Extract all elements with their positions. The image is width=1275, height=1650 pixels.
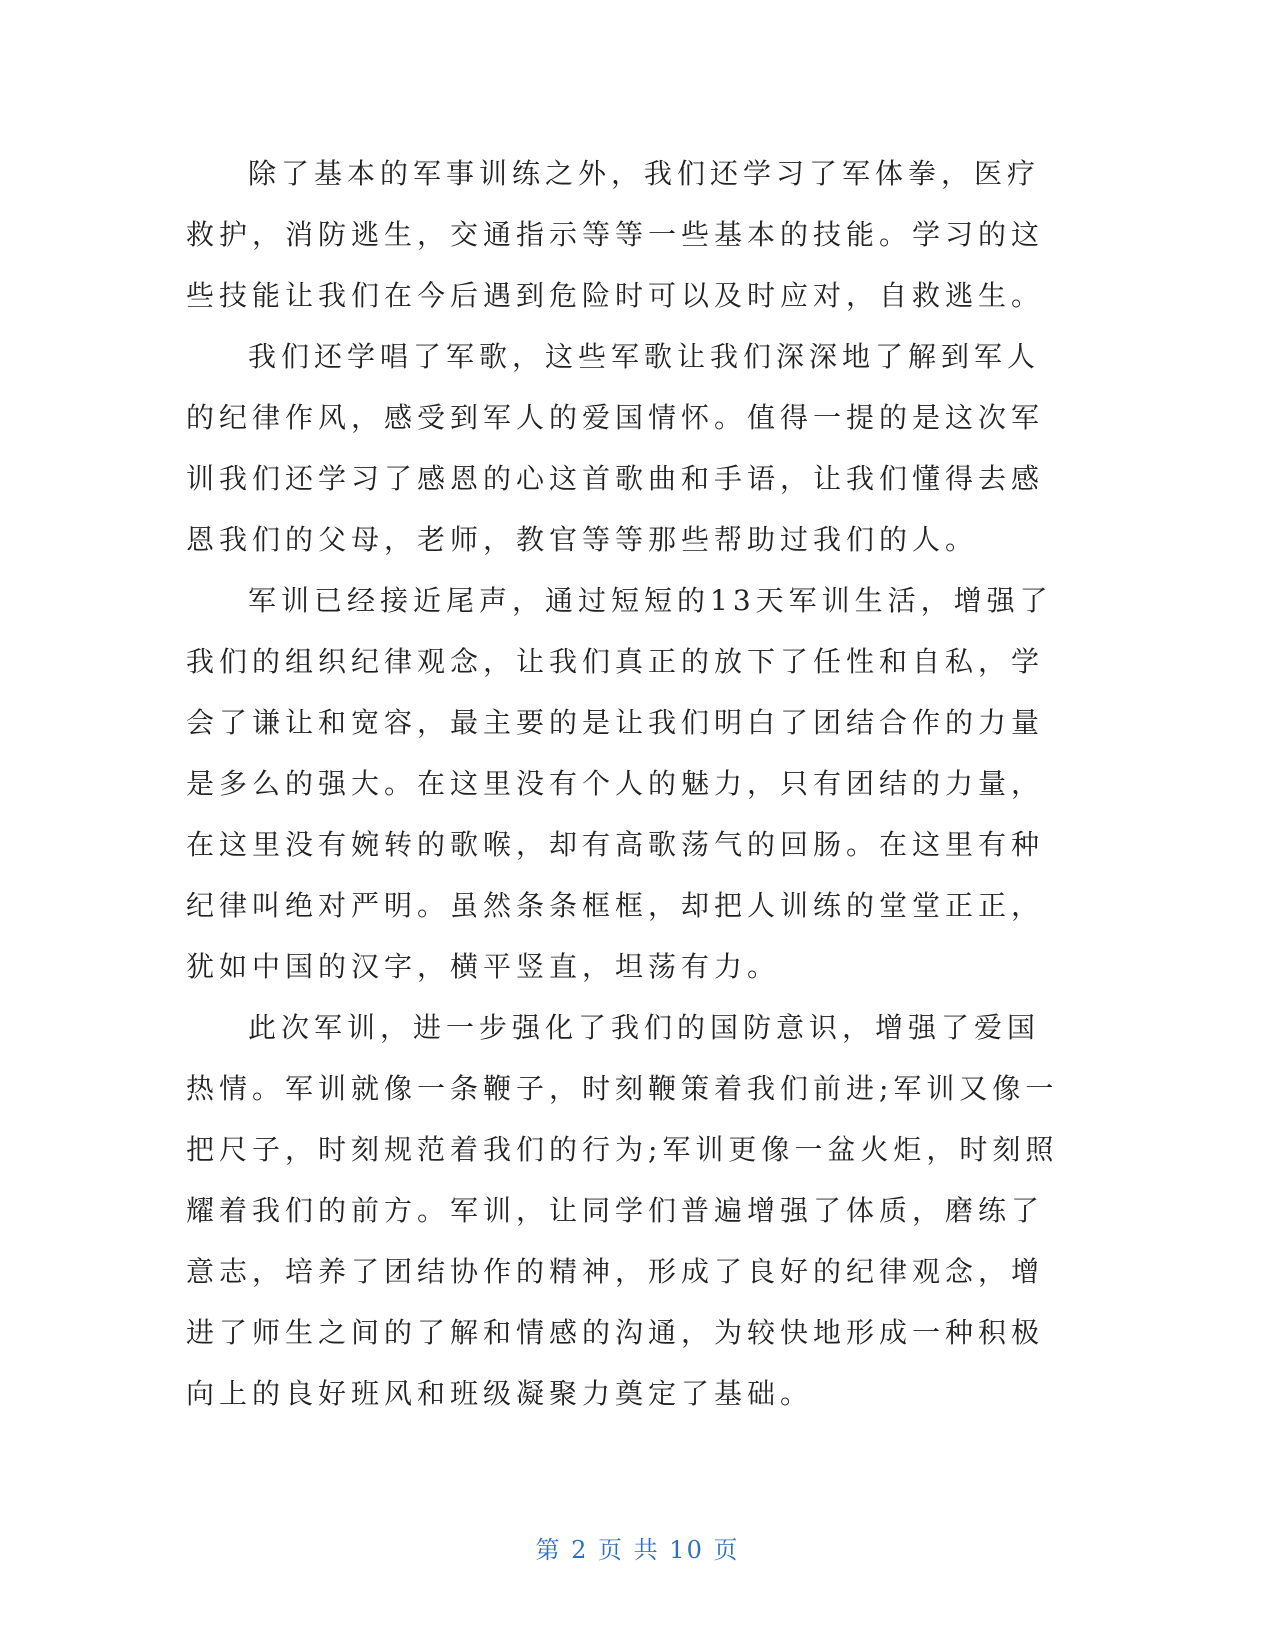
paragraph-1: 除了基本的军事训练之外，我们还学习了军体拳，医疗救护，消防逃生，交通指示等等一些基本的技能。学习的这些技能让我们在今后遇到危险时可以及时应对，自救逃生。 — [186, 157, 1045, 312]
paragraph-4: 此次军训，进一步强化了我们的国防意识，增强了爱国热情。军训就像一条鞭子，时刻鞭策着我们前进;军训又像一把尺子，时刻规范着我们的行为;军训更像一盆火炬，时刻照耀着我们的前方。军训，让同学们普遍增强了体质，磨练了意志，培养了团结协作的精神，形成了良好的纪律观念，增进了师生之间的了解和情感的沟通，为较快地形成一种积极向上的良好班风和班级凝聚力奠定了基础。 — [186, 1011, 1059, 1410]
paragraph-3: 军训已经接近尾声，通过短短的13天军训生活，增强了我们的组织纪律观念，让我们真正的放下了任性和自私，学会了谦让和宽容，最主要的是让我们明白了团结合作的力量是多么的强大。在这里没有个人的魅力，只有团结的力量，在这里没有婉转的歌喉，却有高歌荡气的回肠。在这里有种纪律叫绝对严明。虽然条条框框，却把人训练的堂堂正正，犹如中国的汉字，横平竖直，坦荡有力。 — [186, 584, 1053, 983]
paragraph-2: 我们还学唱了军歌，这些军歌让我们深深地了解到军人的纪律作风，感受到军人的爱国情怀。值得一提的是这次军训我们还学习了感恩的心这首歌曲和手语，让我们懂得去感恩我们的父母，老师，教官等等那些帮助过我们的人。 — [186, 340, 1045, 556]
document-body — [186, 143, 1066, 1424]
page-number-footer: 第 2 页 共 10 页 — [535, 1536, 740, 1564]
